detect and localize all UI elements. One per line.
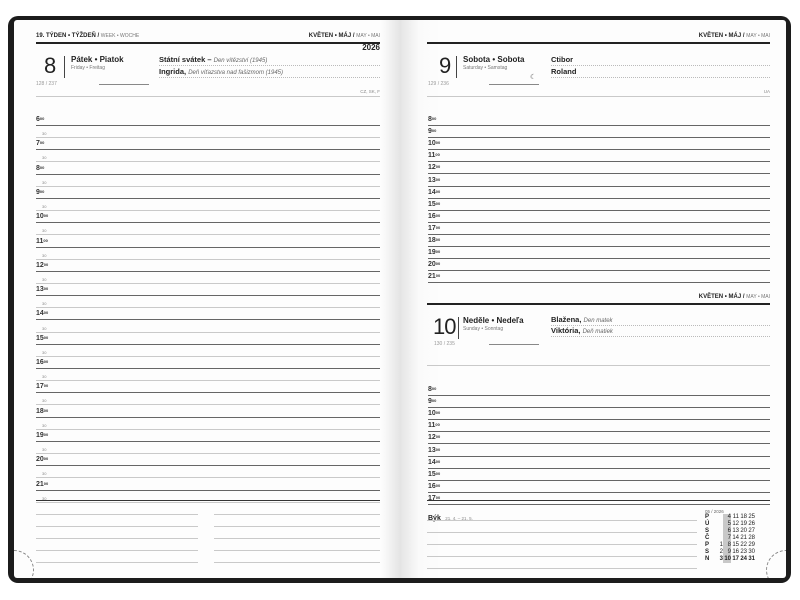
hour-label: $15^{00}$	[428, 470, 441, 478]
mini-calendar-date: 31	[748, 556, 755, 562]
hour-label: $12^{00}$	[428, 434, 441, 442]
half-hour-line	[36, 477, 380, 478]
half-hour-line	[36, 234, 380, 235]
mini-calendar-date: 30	[748, 549, 755, 555]
top-rule	[36, 96, 380, 97]
hour-line	[428, 258, 770, 259]
half-hour-label: 30	[42, 398, 47, 404]
country-codes: CZ, SK, F	[360, 89, 380, 94]
hour-line	[428, 210, 770, 211]
notes-line	[427, 532, 697, 533]
hour-line	[428, 282, 770, 283]
half-hour-label: 30	[42, 471, 47, 477]
mini-calendar-row	[705, 521, 755, 528]
mini-calendar-weekday: S	[705, 549, 710, 555]
day-number: 10	[433, 314, 456, 339]
hour-line	[428, 480, 770, 481]
hour-line	[36, 344, 380, 345]
hour-label: $7^{00}$	[36, 140, 45, 148]
mini-calendar-date: 24	[740, 556, 747, 562]
hour-label: $20^{00}$	[428, 261, 441, 269]
half-hour-label: 30	[42, 179, 47, 185]
month-header-right: KVĚTEN • MÁJ / MAY • MAI	[698, 33, 770, 39]
mini-calendar-date: 22	[740, 542, 747, 548]
hour-line	[428, 137, 770, 138]
hour-line	[36, 319, 380, 320]
notes-line	[427, 520, 697, 521]
mini-calendar-date: 9	[723, 549, 731, 556]
day-subtitle: Friday • Freitag	[71, 65, 105, 71]
hour-line	[36, 271, 380, 272]
header-rule	[36, 42, 380, 44]
day-count: 128 / 237	[36, 81, 57, 87]
mini-calendar-weekday: N	[705, 556, 710, 562]
zodiac-line: Býk 21. 4. – 21. 5.	[428, 515, 473, 522]
zodiac-rule	[427, 500, 770, 501]
hour-label: $9^{00}$	[428, 398, 437, 406]
mini-calendar-date: 6	[723, 528, 731, 535]
notes-line	[427, 568, 697, 569]
hour-label: $16^{00}$	[428, 482, 441, 490]
day-count: 129 / 236	[428, 81, 449, 87]
half-hour-label: 30	[42, 325, 47, 331]
mini-calendar-row	[705, 514, 755, 521]
half-hour-line	[36, 161, 380, 162]
day-name: Pátek • Piatok	[71, 55, 124, 64]
hour-line	[36, 417, 380, 418]
hour-label: $21^{00}$	[428, 273, 441, 281]
hour-label: $8^{00}$	[428, 116, 437, 123]
hour-label: $14^{00}$	[428, 458, 441, 466]
year-label: 2026	[362, 43, 380, 52]
nameday-rule	[551, 336, 770, 337]
hour-label: $6^{00}$	[36, 116, 45, 123]
day-underline	[489, 344, 539, 345]
notes-rule	[36, 500, 380, 501]
corner-perforation	[766, 550, 786, 578]
hour-line	[428, 198, 770, 199]
notes-line	[214, 562, 380, 563]
hour-line	[36, 174, 380, 175]
half-hour-label: 30	[42, 276, 47, 282]
nameday-rule	[551, 77, 770, 78]
hour-line	[36, 490, 380, 491]
hour-label: $14^{00}$	[428, 188, 441, 196]
half-hour-label: 30	[42, 252, 47, 258]
hour-line	[428, 492, 770, 493]
hour-label: $16^{00}$	[36, 359, 49, 366]
week-header: 19. TÝDEN • TÝŽDEŇ / WEEK • WOCHE	[36, 33, 140, 39]
country-codes: UA	[763, 89, 770, 94]
mini-calendar-date: 23	[740, 549, 747, 555]
hour-label: $21^{00}$	[36, 480, 49, 488]
month-header-left: KVĚTEN • MÁJ / MAY • MAI	[308, 33, 380, 39]
mini-calendar-title: 05 / 2026	[705, 509, 724, 514]
day-divider	[458, 317, 459, 339]
hour-line	[428, 149, 770, 150]
notes-line	[36, 526, 198, 527]
hour-line	[36, 392, 380, 393]
mini-calendar-row	[705, 549, 755, 556]
mini-calendar-date: 28	[748, 535, 755, 541]
half-hour-label: 30	[42, 374, 47, 380]
mini-calendar-date: 12	[732, 521, 739, 527]
mini-calendar-date: 13	[732, 528, 739, 534]
notes-line	[214, 538, 380, 539]
hour-label: $15^{00}$	[36, 334, 49, 342]
mini-calendar-date: 26	[748, 521, 755, 527]
nameday-rule	[159, 77, 380, 78]
mini-calendar-date: 10	[724, 556, 731, 562]
hour-line	[428, 246, 770, 247]
day-subtitle: Sunday • Sonntag	[463, 326, 504, 332]
mini-calendar-date: 19	[740, 521, 747, 527]
half-hour-line	[36, 429, 380, 430]
hour-line	[428, 395, 770, 396]
moon-phase-icon: ☾	[530, 74, 537, 81]
mini-calendar-date: 8	[723, 542, 731, 549]
mini-calendar-row	[705, 528, 755, 535]
hour-line	[428, 419, 770, 420]
half-hour-line	[36, 380, 380, 381]
hour-line	[36, 149, 380, 150]
hour-label: $11^{00}$	[428, 152, 440, 160]
holiday-line: Státní svátek – Den vítězství (1945)	[159, 55, 268, 64]
hour-label: $17^{00}$	[428, 224, 441, 232]
hour-label: $13^{00}$	[428, 176, 441, 184]
hour-label: $17^{00}$	[36, 383, 49, 391]
nameday-rule	[551, 65, 770, 66]
hour-label: $20^{00}$	[36, 456, 49, 464]
day-count: 130 / 235	[434, 341, 455, 347]
hour-label: $19^{00}$	[428, 249, 441, 257]
nameday-line: Ingrida, Deň víťazstva nad fašizmom (1945)	[159, 67, 284, 76]
hour-label: $14^{00}$	[36, 310, 49, 318]
notes-line	[427, 556, 697, 557]
hour-label: $10^{00}$	[428, 410, 441, 418]
notes-line	[36, 514, 198, 515]
header-rule	[427, 42, 770, 44]
half-hour-label: 30	[42, 204, 47, 210]
mini-calendar-date: 25	[748, 514, 755, 520]
nameday-2: Roland	[551, 67, 577, 76]
mini-calendar-date: 20	[740, 528, 747, 534]
holiday-rule	[159, 65, 380, 66]
left-page	[14, 20, 401, 578]
half-hour-label: 30	[42, 495, 47, 501]
day-number: 8	[44, 53, 56, 78]
hour-line	[428, 186, 770, 187]
hour-label: $8^{00}$	[36, 164, 45, 172]
hour-line	[36, 465, 380, 466]
day-divider	[64, 56, 65, 78]
hour-label: $17^{00}$	[428, 494, 441, 502]
half-hour-line	[36, 259, 380, 260]
mini-calendar-date: 2	[719, 549, 723, 555]
half-hour-line	[36, 404, 380, 405]
mini-calendar-date: 29	[748, 542, 755, 548]
half-hour-line	[36, 186, 380, 187]
hour-label: $11^{00}$	[36, 237, 48, 245]
hour-label: $8^{00}$	[428, 386, 437, 393]
hour-line	[428, 431, 770, 432]
day-name: Sobota • Sobota	[463, 55, 525, 64]
hour-label: $18^{00}$	[36, 407, 49, 415]
day-subtitle: Saturday • Samstag	[463, 65, 508, 71]
hour-line	[36, 368, 380, 369]
hour-line	[428, 504, 770, 505]
hour-label: $18^{00}$	[428, 237, 441, 244]
mini-calendar-grid	[705, 514, 755, 563]
mini-calendar-row	[705, 535, 755, 542]
hour-label: $10^{00}$	[428, 140, 441, 148]
mini-calendar-date: 7	[723, 535, 731, 542]
notes-line	[36, 550, 198, 551]
hour-label: $19^{00}$	[36, 431, 49, 439]
mini-calendar-weekday: P	[705, 542, 710, 548]
mini-calendar-date: 3	[719, 556, 723, 562]
day-underline	[99, 84, 149, 85]
hour-line	[428, 234, 770, 235]
half-hour-label: 30	[42, 349, 47, 355]
hour-line	[36, 441, 380, 442]
mini-calendar-date: 11	[732, 514, 739, 520]
hour-label: $12^{00}$	[36, 261, 49, 269]
mini-calendar-date: 16	[732, 549, 739, 555]
mini-calendar-date: 18	[740, 514, 747, 520]
half-hour-line	[36, 502, 380, 503]
day-number: 9	[439, 53, 451, 78]
hour-line	[36, 222, 380, 223]
hour-label: $13^{00}$	[36, 286, 49, 294]
hour-label: $11^{00}$	[428, 422, 440, 430]
hour-line	[428, 456, 770, 457]
hour-line	[428, 125, 770, 126]
notes-line	[36, 538, 198, 539]
half-hour-label: 30	[42, 131, 47, 137]
month-header-right-2: KVĚTEN • MÁJ / MAY • MAI	[698, 294, 770, 300]
half-hour-label: 30	[42, 301, 47, 307]
half-hour-line	[36, 283, 380, 284]
half-hour-line	[36, 332, 380, 333]
mini-calendar-date: 14	[732, 535, 739, 541]
hour-label: $10^{00}$	[36, 213, 49, 221]
half-hour-label: 30	[42, 422, 47, 428]
hour-line	[36, 125, 380, 126]
half-hour-label: 30	[42, 228, 47, 234]
hour-line	[36, 295, 380, 296]
day-name: Neděle • Nedeľa	[463, 316, 524, 325]
hour-label: $15^{00}$	[428, 200, 441, 208]
hour-line	[428, 468, 770, 469]
hour-line	[428, 161, 770, 162]
notes-line	[36, 562, 198, 563]
hour-label: $12^{00}$	[428, 164, 441, 172]
nameday-1: Blažena, Den matek	[551, 315, 613, 324]
top-rule	[427, 365, 770, 366]
hour-line	[36, 247, 380, 248]
mini-calendar-date: 1	[719, 542, 723, 548]
mini-calendar-date: 17	[732, 556, 739, 562]
half-hour-line	[36, 307, 380, 308]
hour-label: $16^{00}$	[428, 212, 441, 220]
mini-calendar-date: 15	[732, 542, 739, 548]
hour-label: $13^{00}$	[428, 446, 441, 454]
mini-calendar-date: 27	[748, 528, 755, 534]
corner-perforation	[14, 550, 34, 578]
top-rule	[427, 96, 770, 97]
half-hour-line	[36, 356, 380, 357]
hour-line	[36, 198, 380, 199]
mini-calendar-date: 4	[723, 514, 731, 521]
mini-calendar-weekday: P	[705, 514, 710, 520]
header-rule	[427, 303, 770, 305]
nameday-1: Ctibor	[551, 55, 574, 64]
mini-calendar	[705, 509, 755, 563]
notes-line	[214, 526, 380, 527]
mini-calendar-date: 5	[723, 521, 731, 528]
notes-line	[214, 550, 380, 551]
hour-line	[428, 222, 770, 223]
notes-line	[427, 544, 697, 545]
mini-calendar-row	[705, 556, 755, 563]
half-hour-line	[36, 453, 380, 454]
half-hour-line	[36, 210, 380, 211]
hour-line	[428, 443, 770, 444]
half-hour-label: 30	[42, 447, 47, 453]
mini-calendar-weekday: Č	[705, 535, 710, 541]
notes-line	[214, 514, 380, 515]
mini-calendar-weekday: Ú	[705, 521, 710, 527]
mini-calendar-row	[705, 542, 755, 549]
hour-label: $9^{00}$	[36, 188, 45, 196]
day-divider	[456, 56, 457, 78]
hour-line	[428, 173, 770, 174]
nameday-2: Viktória, Deň matiek	[551, 326, 613, 335]
half-hour-line	[36, 137, 380, 138]
hour-line	[428, 407, 770, 408]
day-underline	[489, 84, 539, 85]
hour-line	[428, 270, 770, 271]
mini-calendar-weekday: S	[705, 528, 710, 534]
mini-calendar-date: 21	[740, 535, 747, 541]
right-page	[401, 20, 786, 578]
half-hour-label: 30	[42, 155, 47, 161]
hour-label: $9^{00}$	[428, 128, 437, 136]
